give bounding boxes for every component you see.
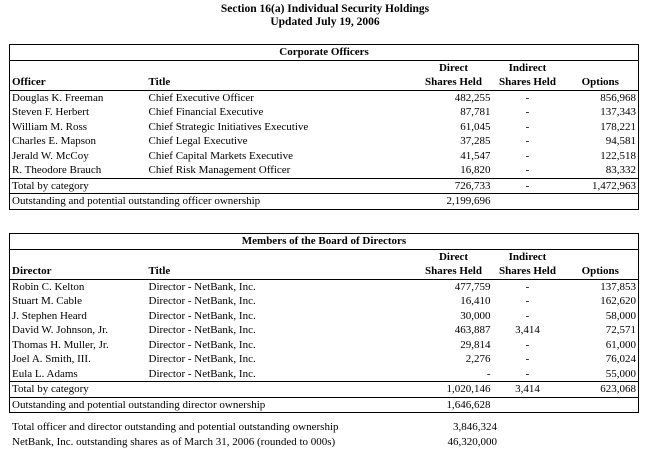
person-title: Director - NetBank, Inc.: [148, 280, 256, 293]
person-title: Chief Financial Executive: [148, 106, 264, 118]
directors-caption: Members of the Board of Directors: [10, 234, 639, 250]
total-ownership-value: 3,846,324: [453, 421, 497, 433]
direct-shares: 16,820: [460, 164, 491, 176]
person-name: Robin C. Kelton: [10, 279, 147, 294]
officers-outstanding-label: Outstanding and potential outstanding officer ownership: [10, 194, 415, 210]
person-name: Steven F. Herbert: [10, 105, 147, 120]
options-value: 162,620: [563, 294, 639, 309]
person-title: Chief Risk Management Officer: [148, 164, 291, 176]
officer-row: [10, 120, 639, 135]
options-value: 137,343: [563, 105, 639, 120]
indirect-shares: -: [525, 149, 530, 162]
title-column-header: Title: [147, 75, 415, 90]
officer-column-header: Officer: [10, 75, 147, 90]
direct-shares: 477,759: [454, 280, 491, 293]
person-title: Chief Capital Markets Executive: [148, 149, 293, 162]
direct-shares: 61,045: [460, 120, 491, 133]
director-row: [10, 323, 639, 338]
options-value: 137,853: [563, 279, 639, 294]
page-title: Section 16(a) Individual Security Holdings: [220, 3, 430, 15]
person-title: Chief Legal Executive: [148, 135, 248, 147]
indirect-shares: -: [525, 91, 530, 104]
officers-total-direct: 726,733: [415, 178, 493, 194]
indirect-shares: -: [525, 367, 530, 380]
person-name: J. Stephen Heard: [10, 309, 147, 324]
indirect-shares: -: [525, 120, 530, 133]
direct-shares: 87,781: [460, 106, 491, 118]
options-value: 122,518: [563, 149, 639, 164]
direct-shares: 482,255: [454, 91, 491, 104]
officer-row: [10, 134, 639, 149]
summary-table: [10, 420, 499, 449]
direct-shares: 37,285: [460, 135, 491, 147]
officers-table: [9, 44, 639, 210]
direct-header-line2: Shares Held: [415, 75, 493, 90]
direct-shares: 16,410: [460, 295, 491, 307]
outstanding-shares-label: NetBank, Inc. outstanding shares as of March 31, 2006 (rounded to 000s): [12, 435, 336, 448]
options-value: 94,581: [563, 134, 639, 149]
person-title: Director - NetBank, Inc.: [148, 295, 256, 307]
director-row: [10, 367, 639, 382]
person-title: Chief Executive Officer: [148, 91, 254, 104]
person-title: Chief Strategic Initiatives Executive: [148, 120, 309, 133]
options-column-header: Options: [563, 264, 639, 279]
indirect-header-line1: Indirect: [508, 61, 547, 74]
indirect-shares: -: [525, 338, 530, 351]
directors-outstanding-label: Outstanding and potential outstanding director ownership: [10, 397, 415, 413]
person-name: Douglas K. Freeman: [10, 90, 147, 105]
options-value: 856,968: [563, 90, 639, 105]
options-value: 72,571: [563, 323, 639, 338]
director-row: [10, 294, 639, 309]
indirect-shares: -: [525, 295, 530, 307]
director-row: [10, 279, 639, 294]
person-name: David W. Johnson, Jr.: [10, 323, 147, 338]
person-name: R. Theodore Brauch: [10, 163, 147, 178]
title-column-header: Title: [147, 264, 415, 279]
person-name: Charles E. Mapson: [10, 134, 147, 149]
indirect-header-line1: Indirect: [508, 250, 547, 263]
page-subtitle: Updated July 19, 2006: [270, 16, 380, 28]
indirect-header-line2: Shares Held: [493, 264, 563, 279]
person-title: Director - NetBank, Inc.: [148, 324, 256, 336]
options-value: 83,332: [563, 163, 639, 178]
directors-total-indirect: 3,414: [493, 382, 563, 398]
indirect-shares: -: [525, 353, 530, 365]
indirect-shares: -: [525, 164, 530, 176]
directors-total-label: Total by category: [10, 382, 415, 398]
director-row: [10, 352, 639, 367]
directors-total-direct: 1,020,146: [415, 382, 493, 398]
options-value: 58,000: [563, 309, 639, 324]
direct-shares: -: [486, 367, 491, 380]
options-column-header: Options: [563, 75, 639, 90]
directors-table: [9, 233, 639, 413]
officers-total-indirect: -: [493, 178, 563, 194]
officers-total-options: 1,472,963: [563, 178, 639, 194]
person-title: Director - NetBank, Inc.: [148, 309, 256, 322]
officers-caption: Corporate Officers: [10, 45, 639, 61]
person-title: Director - NetBank, Inc.: [148, 367, 256, 380]
officer-row: [10, 149, 639, 164]
director-row: [10, 309, 639, 324]
directors-total-options: 623,068: [563, 382, 639, 398]
directors-outstanding-value: 1,646,628: [415, 397, 493, 413]
options-value: 55,000: [563, 367, 639, 382]
officer-row: [10, 163, 639, 178]
direct-shares: 29,814: [460, 338, 491, 351]
indirect-shares: -: [525, 309, 530, 322]
options-value: 61,000: [563, 338, 639, 353]
direct-shares: 2,276: [465, 353, 491, 365]
options-value: 76,024: [563, 352, 639, 367]
direct-shares: 41,547: [460, 149, 491, 162]
person-name: Eula L. Adams: [10, 367, 147, 382]
indirect-shares: -: [525, 106, 530, 118]
officer-row: [10, 90, 639, 105]
officer-row: [10, 105, 639, 120]
director-column-header: Director: [10, 264, 147, 279]
direct-header-line1: Direct: [438, 61, 469, 74]
person-title: Director - NetBank, Inc.: [148, 338, 256, 351]
indirect-shares: -: [525, 135, 530, 147]
person-name: Joel A. Smith, III.: [10, 352, 147, 367]
person-name: Stuart M. Cable: [10, 294, 147, 309]
indirect-shares: -: [525, 280, 530, 293]
director-row: [10, 338, 639, 353]
direct-header-line2: Shares Held: [415, 264, 493, 279]
direct-header-line1: Direct: [438, 250, 469, 263]
direct-shares: 463,887: [454, 324, 491, 336]
options-value: 178,221: [563, 120, 639, 135]
direct-shares: 30,000: [460, 309, 491, 322]
person-name: Jerald W. McCoy: [10, 149, 147, 164]
indirect-shares: 3,414: [515, 324, 540, 336]
person-name: William M. Ross: [10, 120, 147, 135]
officers-outstanding-value: 2,199,696: [415, 194, 493, 210]
total-ownership-label: Total officer and director outstanding and potential outstanding ownership: [12, 421, 339, 433]
outstanding-shares-value: 46,320,000: [447, 435, 497, 448]
officers-total-label: Total by category: [10, 178, 415, 194]
person-title: Director - NetBank, Inc.: [148, 353, 256, 365]
person-name: Thomas H. Muller, Jr.: [10, 338, 147, 353]
indirect-header-line2: Shares Held: [493, 75, 563, 90]
